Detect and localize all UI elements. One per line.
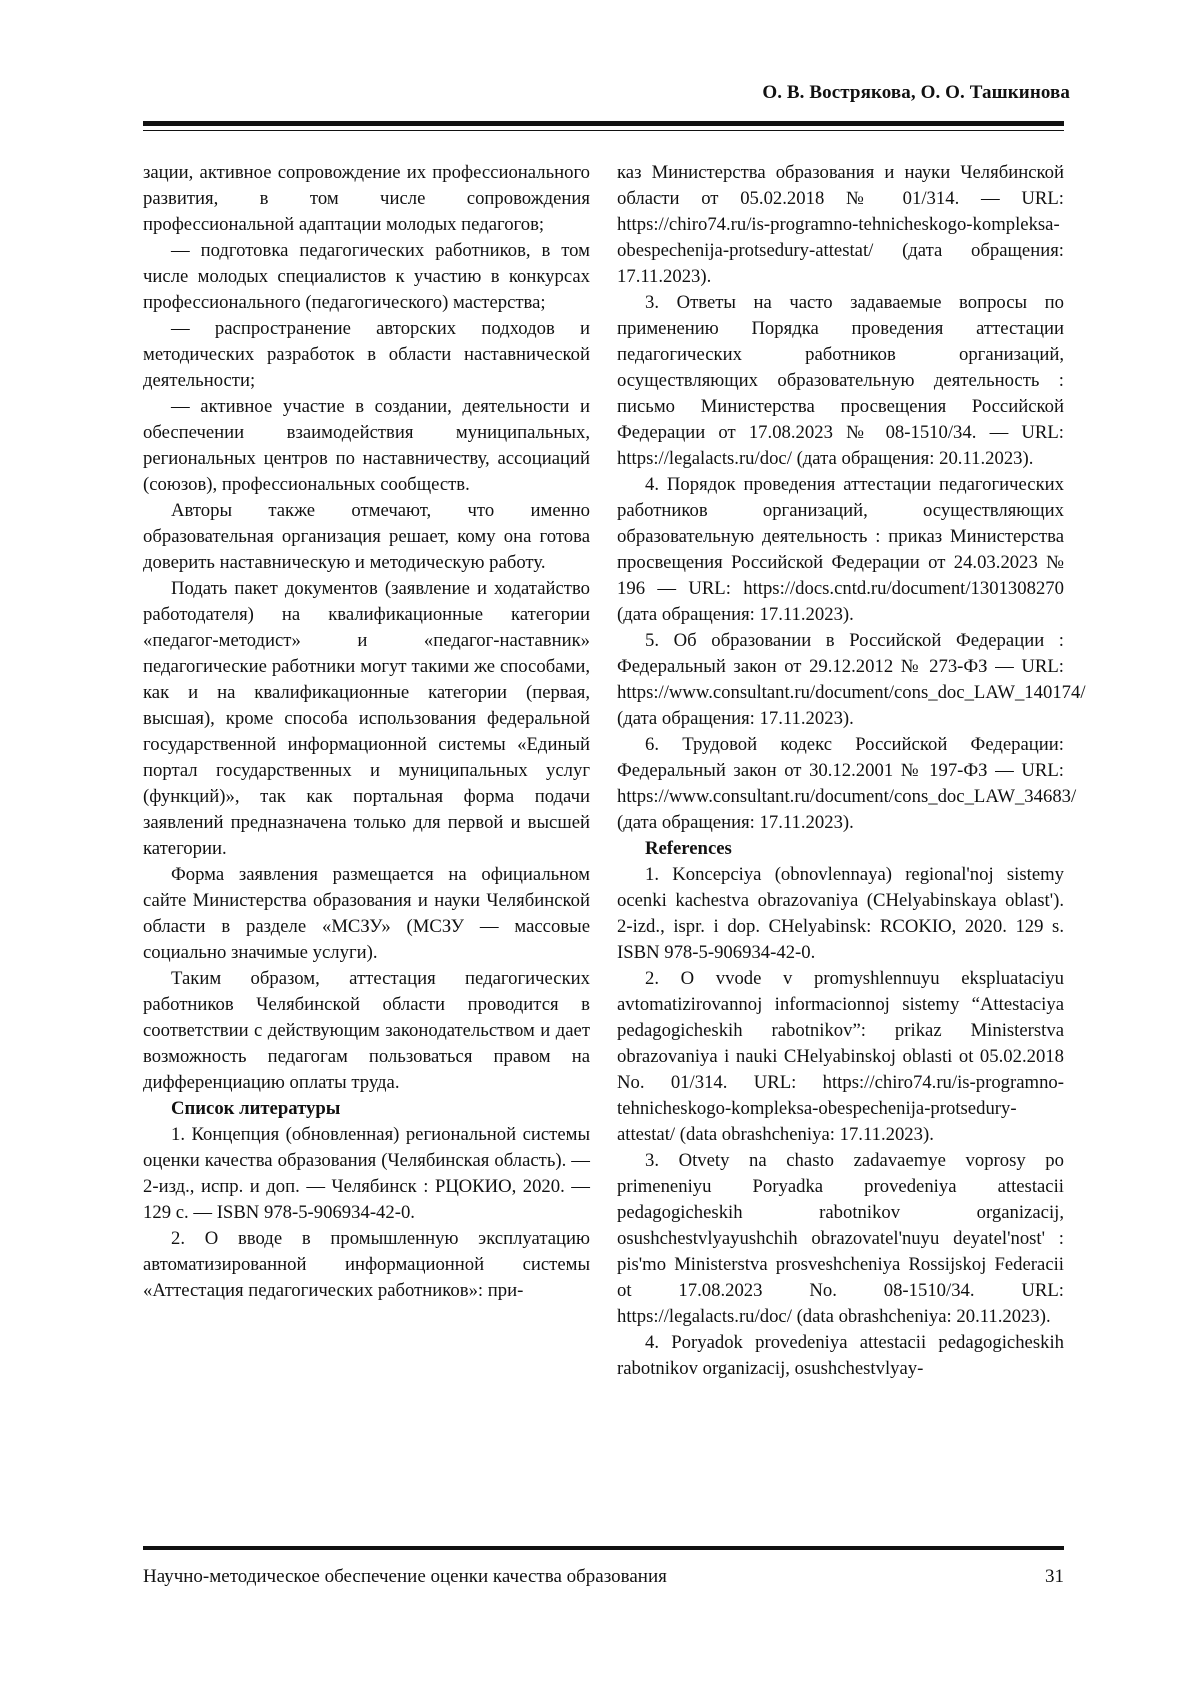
body-paragraph: — распространение авторских подходов и методических разработок в области наставнической деятельности; bbox=[143, 316, 590, 394]
body-paragraph: — подготовка педагогических работников, в том числе молодых специалистов к участию в конкурсах профессионального (педагогического) мастерства; bbox=[143, 238, 590, 316]
running-header-authors: О. В. Вострякова, О. О. Ташкинова bbox=[762, 82, 1070, 104]
reference-item: 3. Ответы на часто задаваемые вопросы по применению Порядка проведения аттестации педагогических работников организаций, осуществляющих образовательную деятельность : письмо Министерства просвещения Российской Федерации от 17.08.2023 № 08-1510/34. — URL: https://legalacts.ru/doc/ (дата обращения: 20.11.2023). bbox=[617, 290, 1064, 472]
reference-item: каз Министерства образования и науки Челябинской области от 05.02.2018 № 01/314. — URL: https://chiro74.ru/is-programno-tehnicheskogo-kompleksa-obespechenija-protsedury-attestat/ (дата обращения: 17.11.2023). bbox=[617, 160, 1064, 290]
english-reference-item: 2. O vvode v promyshlennuyu ekspluataciyu avtomatizirovannoj informacionnoj sistemy “Attestaciya pedagogicheskih rabotnikov”: prikaz Ministerstva obrazovaniya i nauki CHelyabinskoj oblasti ot 05.02.2018 No. 01/314. URL: https://chiro74.ru/is-programno-tehnicheskogo-kompleksa-obespechenija-protsedury-attestat/ (data obrashcheniya: 17.11.2023). bbox=[617, 966, 1064, 1148]
english-reference-item: 4. Poryadok provedeniya attestacii pedagogicheskih rabotnikov organizacij, osushchestvlyay- bbox=[617, 1330, 1064, 1382]
header-rule-thin bbox=[143, 130, 1064, 131]
right-column bbox=[617, 160, 1064, 1382]
english-references-heading: References bbox=[617, 836, 1064, 862]
english-reference-item: 3. Otvety na chasto zadavaemye voprosy po primeneniyu Poryadka provedeniya attestacii pedagogicheskih rabotnikov organizacij, osushchestvlyayushchih obrazovatel'nuyu deyatel'nost' : pis'mo Ministerstva prosveshcheniya Rossijskoj Federacii ot 17.08.2023 No. 08-1510/34. URL: https://legalacts.ru/doc/ (data obrashcheniya: 20.11.2023). bbox=[617, 1148, 1064, 1330]
reference-item: 2. О вводе в промышленную эксплуатацию автоматизированной информационной системы «Аттестация педагогических работников»: при- bbox=[143, 1226, 590, 1304]
body-paragraph: — активное участие в создании, деятельности и обеспечении взаимодействия муниципальных, региональных центров по наставничеству, ассоциаций (союзов), профессиональных сообществ. bbox=[143, 394, 590, 498]
left-column bbox=[143, 160, 590, 1304]
reference-item: 6. Трудовой кодекс Российской Федерации: Федеральный закон от 30.12.2001 № 197-ФЗ — URL: https://www.consultant.ru/document/cons_doc_LAW_34683/ (дата обращения: 17.11.2023). bbox=[617, 732, 1064, 836]
header-rule-thick bbox=[143, 121, 1064, 126]
reference-item: 5. Об образовании в Российской Федерации : Федеральный закон от 29.12.2012 № 273-ФЗ — URL: https://www.consultant.ru/document/cons_doc_LAW_140174/ (дата обращения: 17.11.2023). bbox=[617, 628, 1064, 732]
footer-journal-title: Научно-методическое обеспечение оценки качества образования bbox=[143, 1566, 667, 1588]
body-paragraph: Авторы также отмечают, что именно образовательная организация решает, кому она готова доверить наставническую и методическую работу. bbox=[143, 498, 590, 576]
reference-item: 4. Порядок проведения аттестации педагогических работников организаций, осуществляющих образовательную деятельность : приказ Министерства просвещения Российской Федерации от 24.03.2023 № 196 — URL: https://docs.cntd.ru/document/1301308270 (дата обращения: 17.11.2023). bbox=[617, 472, 1064, 628]
english-reference-item: 1. Koncepciya (obnovlennaya) regional'noj sistemy ocenki kachestva obrazovaniya (CHelyabinskaya oblast'). 2-izd., ispr. i dop. CHelyabinsk: RCOKIO, 2020. 129 s. ISBN 978-5-906934-42-0. bbox=[617, 862, 1064, 966]
reference-item: 1. Концепция (обновленная) региональной системы оценки качества образования (Челябинская область). — 2-изд., испр. и доп. — Челябинск : РЦОКИО, 2020. — 129 с. — ISBN 978-5-906934-42-0. bbox=[143, 1122, 590, 1226]
body-paragraph: Таким образом, аттестация педагогических работников Челябинской области проводится в соответствии с действующим законодательством и дает возможность педагогам пользоваться правом на дифференциацию оплаты труда. bbox=[143, 966, 590, 1096]
footer-rule bbox=[143, 1546, 1064, 1550]
references-heading: Список литературы bbox=[143, 1096, 590, 1122]
body-paragraph: зации, активное сопровождение их профессионального развития, в том числе сопровождения профессиональной адаптации молодых педагогов; bbox=[143, 160, 590, 238]
page-number: 31 bbox=[1045, 1566, 1064, 1588]
body-paragraph: Подать пакет документов (заявление и ходатайство работодателя) на квалификационные категории «педагог-методист» и «педагог-наставник» педагогические работники могут такими же способами, как и на квалификационные категории (первая, высшая), кроме способа использования федеральной государственной информационной системы «Единый портал государственных и муниципальных услуг (функций)», так как портальная форма подачи заявлений предназначена только для первой и высшей категории. bbox=[143, 576, 590, 862]
body-paragraph: Форма заявления размещается на официальном сайте Министерства образования и науки Челябинской области в разделе «МСЗУ» (МСЗУ — массовые социально значимые услуги). bbox=[143, 862, 590, 966]
